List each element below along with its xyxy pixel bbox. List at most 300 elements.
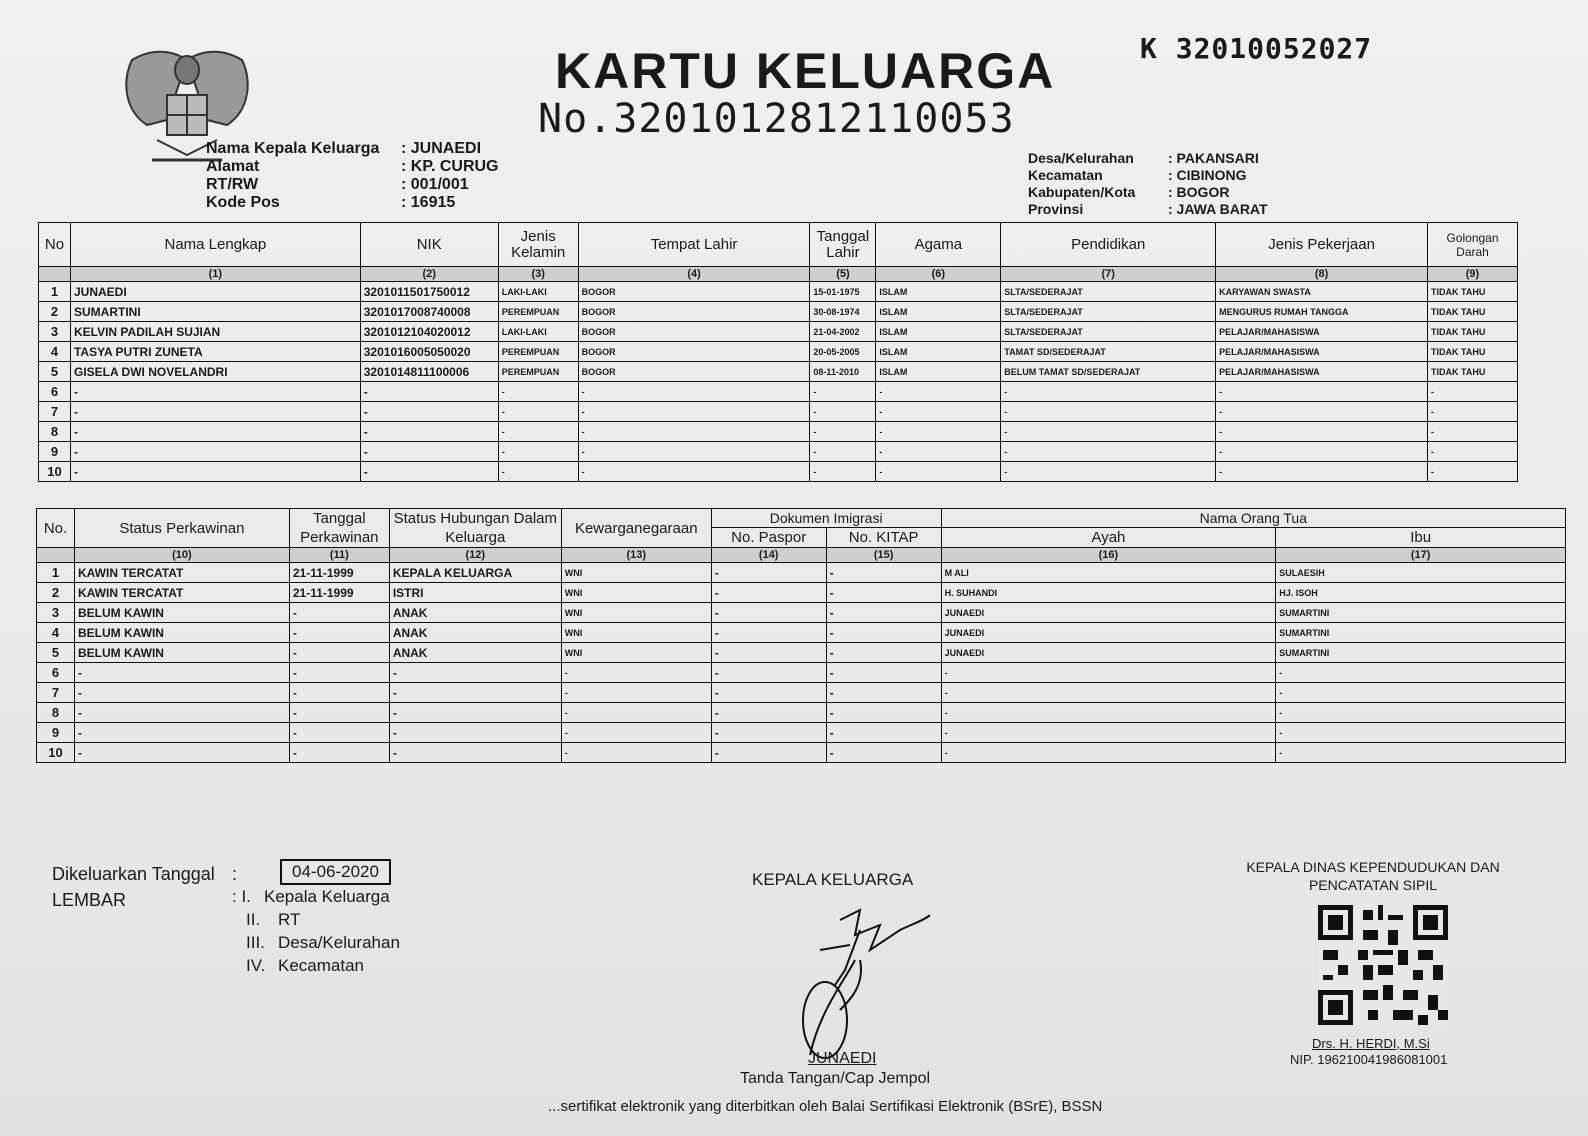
t2-header-ibu: Ibu (1276, 527, 1566, 547)
table-cell: - (1001, 462, 1216, 482)
table-cell: WNI (561, 563, 711, 583)
table-cell: - (74, 723, 289, 743)
family-members-table (38, 222, 1518, 482)
table-cell: - (876, 462, 1001, 482)
table1-colnum-row (39, 267, 1518, 282)
lembar-item (232, 954, 400, 977)
table-cell: ISLAM (876, 342, 1001, 362)
table-cell: - (941, 723, 1276, 743)
t2-header-no: No. (37, 509, 75, 548)
table-cell: - (578, 382, 810, 402)
table-cell: - (74, 663, 289, 683)
dinas-nip: NIP. 196210041986081001 (1290, 1052, 1448, 1067)
hdr-label-kodepos: Kode Pos (206, 194, 280, 211)
table-cell: 21-11-1999 (289, 583, 389, 603)
hdr-label-alamat: Alamat (206, 158, 260, 175)
table-cell: BELUM KAWIN (74, 623, 289, 643)
table-cell: - (1276, 743, 1566, 763)
table-cell: - (711, 603, 826, 623)
table-cell: - (360, 402, 498, 422)
t1-header: Golongan Darah (1428, 223, 1518, 267)
table-cell: 6 (39, 382, 71, 402)
hdr-label-rtrw: RT/RW (206, 176, 259, 193)
table-cell: PEREMPUAN (498, 362, 578, 382)
table-cell: ANAK (389, 623, 561, 643)
table-cell: BOGOR (578, 322, 810, 342)
table-row (39, 462, 1518, 482)
table-cell: - (711, 643, 826, 663)
table-cell: - (941, 703, 1276, 723)
lembar-text: Kepala Keluarga (264, 887, 390, 906)
family-status-table (36, 508, 1566, 763)
table-cell: BOGOR (578, 342, 810, 362)
table-row (37, 723, 1566, 743)
hdr-value-kecamatan: : CIBINONG (1168, 167, 1247, 183)
table-cell: LAKI-LAKI (498, 322, 578, 342)
table-cell: - (810, 422, 876, 442)
table-cell: - (498, 462, 578, 482)
hdr-value-kodepos: : 16915 (401, 194, 456, 211)
table-cell: - (389, 683, 561, 703)
hdr-value-rtrw: : 001/001 (401, 176, 469, 193)
hdr-label-provinsi: Provinsi (1028, 201, 1084, 217)
table-cell: ISLAM (876, 302, 1001, 322)
qr-code-icon (1318, 905, 1448, 1025)
table-cell: ISLAM (876, 322, 1001, 342)
table-cell: SLTA/SEDERAJAT (1001, 322, 1216, 342)
t2-header-nama-orang-tua: Nama Orang Tua (941, 509, 1565, 528)
table-cell: - (711, 703, 826, 723)
t1-header: Tanggal Lahir (810, 223, 876, 267)
table-cell: - (70, 462, 360, 482)
table-cell: - (711, 683, 826, 703)
t1-colnum: (8) (1216, 267, 1428, 282)
dinas-line-2: PENCATATAN SIPIL (1308, 877, 1438, 893)
table-cell: ISLAM (876, 282, 1001, 302)
signature-icon (760, 890, 960, 1060)
t1-colnum: (1) (70, 267, 360, 282)
table-cell: 08-11-2010 (810, 362, 876, 382)
issued-label: Dikeluarkan Tanggal (52, 864, 215, 884)
table-row (39, 402, 1518, 422)
table-cell: - (1276, 703, 1566, 723)
t1-header: Nama Lengkap (70, 223, 360, 267)
lembar-roman: : I. (232, 887, 251, 906)
table-cell: HJ. ISOH (1276, 583, 1566, 603)
table-cell: SUMARTINI (1276, 603, 1566, 623)
table-cell: - (1216, 462, 1428, 482)
table-cell: - (810, 382, 876, 402)
table-cell: - (498, 382, 578, 402)
t2-colnum: (16) (941, 548, 1276, 563)
t2-colnum: (17) (1276, 548, 1566, 563)
bsre-note: ...sertifikat elektronik yang diterbitkan oleh Balai Sertifikasi Elektronik (BSrE), BSSN (548, 1098, 1103, 1115)
table-cell: 4 (39, 342, 71, 362)
table-cell: 3201017008740008 (360, 302, 498, 322)
table-cell: - (561, 743, 711, 763)
table-cell: - (1001, 442, 1216, 462)
table-row (37, 683, 1566, 703)
table-cell: BOGOR (578, 362, 810, 382)
table-cell: 21-11-1999 (289, 563, 389, 583)
t1-header: Agama (876, 223, 1001, 267)
lembar-text: RT (278, 910, 301, 929)
table-cell: - (389, 703, 561, 723)
dinas-title (1228, 858, 1518, 894)
table2-colnum-row (37, 548, 1566, 563)
table-row (39, 342, 1518, 362)
table-cell: - (941, 663, 1276, 683)
table-cell: 10 (39, 462, 71, 482)
hdr-label-kecamatan: Kecamatan (1028, 167, 1103, 183)
dinas-line-1: KEPALA DINAS KEPENDUDUKAN DAN (1246, 859, 1500, 875)
table-cell: TIDAK TAHU (1428, 342, 1518, 362)
table-cell: 8 (39, 422, 71, 442)
lembar-text: Desa/Kelurahan (278, 933, 400, 952)
kk-number: No.3201012812110053 (538, 96, 1015, 142)
table-cell: 6 (37, 663, 75, 683)
lembar-item (232, 908, 400, 931)
table-cell: - (578, 402, 810, 422)
table-cell: - (1428, 382, 1518, 402)
table-cell: WNI (561, 623, 711, 643)
table-cell: - (1276, 723, 1566, 743)
table-cell: - (360, 382, 498, 402)
table-cell: - (810, 462, 876, 482)
table-cell: - (711, 723, 826, 743)
table-cell: - (810, 402, 876, 422)
table-cell: WNI (561, 643, 711, 663)
table-cell: - (1001, 382, 1216, 402)
table-cell: - (1216, 422, 1428, 442)
table-cell: ISLAM (876, 362, 1001, 382)
dinas-name: Drs. H. HERDI, M.Si (1312, 1036, 1430, 1051)
table-cell: PEREMPUAN (498, 342, 578, 362)
header-right (1028, 150, 1268, 218)
hdr-value-provinsi: : JAWA BARAT (1168, 201, 1268, 217)
table-cell: - (1216, 442, 1428, 462)
table-cell: - (826, 603, 941, 623)
table-cell: - (826, 563, 941, 583)
hdr-label-kabupaten: Kabupaten/Kota (1028, 184, 1136, 200)
table-cell: - (826, 723, 941, 743)
table-cell: BOGOR (578, 302, 810, 322)
table-row (39, 382, 1518, 402)
table-cell: BELUM KAWIN (74, 603, 289, 623)
table-cell: SULAESIH (1276, 563, 1566, 583)
table-cell: 3 (39, 322, 71, 342)
table-cell: - (711, 623, 826, 643)
lembar-label: LEMBAR (52, 890, 127, 910)
table-cell: ANAK (389, 643, 561, 663)
table-cell: JUNAEDI (70, 282, 360, 302)
table-cell: - (826, 643, 941, 663)
table-cell: LAKI-LAKI (498, 282, 578, 302)
table-cell: - (289, 703, 389, 723)
table-cell: ISTRI (389, 583, 561, 603)
table-row (39, 302, 1518, 322)
t2-header-dokumen-imigrasi: Dokumen Imigrasi (711, 509, 941, 528)
lembar-text: Kecamatan (278, 956, 364, 975)
lembar-roman: III. (246, 933, 265, 952)
hdr-value-desa: : PAKANSARI (1168, 150, 1259, 166)
table-cell: - (1428, 422, 1518, 442)
t2-header-status-perkawinan: Status Perkawinan (74, 509, 289, 548)
table-cell: TASYA PUTRI ZUNETA (70, 342, 360, 362)
table-cell: - (74, 743, 289, 763)
table-cell: - (389, 743, 561, 763)
table-cell: - (1216, 402, 1428, 422)
table-cell: - (289, 683, 389, 703)
table-cell: - (826, 683, 941, 703)
table-row (37, 663, 1566, 683)
table-row (39, 442, 1518, 462)
lembar-item (232, 885, 400, 908)
table-cell: ANAK (389, 603, 561, 623)
table-cell: GISELA DWI NOVELANDRI (70, 362, 360, 382)
table-cell: MENGURUS RUMAH TANGGA (1216, 302, 1428, 322)
table-cell: 10 (37, 743, 75, 763)
t2-header-no-kitap: No. KITAP (826, 527, 941, 547)
table-cell: - (876, 422, 1001, 442)
table-cell: PELAJAR/MAHASISWA (1216, 322, 1428, 342)
t2-colnum: (15) (826, 548, 941, 563)
hdr-label-kepala: Nama Kepala Keluarga (206, 140, 380, 157)
table-cell: - (810, 442, 876, 462)
table-cell: TIDAK TAHU (1428, 302, 1518, 322)
t2-colnum: (11) (289, 548, 389, 563)
table-cell: - (578, 462, 810, 482)
table-cell: - (1216, 382, 1428, 402)
table-cell: 15-01-1975 (810, 282, 876, 302)
table-cell: 7 (39, 402, 71, 422)
table-cell: - (578, 442, 810, 462)
table-cell: - (561, 663, 711, 683)
t2-header-no-paspor: No. Paspor (711, 527, 826, 547)
table-cell: - (826, 743, 941, 763)
table-cell: - (941, 743, 1276, 763)
table-cell: - (360, 442, 498, 462)
t1-colnum: (3) (498, 267, 578, 282)
table2-header-row-1 (37, 509, 1566, 528)
table-cell: - (711, 563, 826, 583)
table-cell: - (70, 382, 360, 402)
table-cell: - (561, 683, 711, 703)
table-cell: - (1428, 462, 1518, 482)
table-cell: - (74, 683, 289, 703)
table-cell: WNI (561, 583, 711, 603)
table-cell: - (498, 442, 578, 462)
table-cell: TAMAT SD/SEDERAJAT (1001, 342, 1216, 362)
k-code: K 32010052027 (1140, 32, 1373, 65)
table-cell: - (289, 743, 389, 763)
table-cell: - (711, 663, 826, 683)
table-cell: 3201016005050020 (360, 342, 498, 362)
table-cell: TIDAK TAHU (1428, 362, 1518, 382)
table-cell: TIDAK TAHU (1428, 282, 1518, 302)
table-cell: BELUM KAWIN (74, 643, 289, 663)
table-cell: - (389, 723, 561, 743)
issued-date: 04-06-2020 (280, 859, 391, 885)
t1-colnum: (2) (360, 267, 498, 282)
table-cell: TIDAK TAHU (1428, 322, 1518, 342)
table-cell: - (1001, 402, 1216, 422)
table-cell: - (70, 402, 360, 422)
table-cell: SLTA/SEDERAJAT (1001, 302, 1216, 322)
table-cell: - (289, 643, 389, 663)
table-cell: - (826, 663, 941, 683)
table-cell: BOGOR (578, 282, 810, 302)
table-cell: - (876, 402, 1001, 422)
table-row (37, 703, 1566, 723)
table-cell: 1 (37, 563, 75, 583)
header-left (206, 140, 499, 212)
issued-colon: : (232, 864, 238, 884)
table1-header-row (39, 223, 1518, 267)
table-cell: PELAJAR/MAHASISWA (1216, 342, 1428, 362)
table-cell: SUMARTINI (70, 302, 360, 322)
t1-header: Jenis Kelamin (498, 223, 578, 267)
table-cell: M ALI (941, 563, 1276, 583)
table-cell: JUNAEDI (941, 603, 1276, 623)
t2-colnum: (13) (561, 548, 711, 563)
t2-header-kewarganegaraan: Kewarganegaraan (561, 509, 711, 548)
table-cell: KELVIN PADILAH SUJIAN (70, 322, 360, 342)
hdr-value-kepala: : JUNAEDI (401, 140, 482, 157)
lembar-roman: II. (246, 910, 261, 929)
table-cell: - (1276, 663, 1566, 683)
table-cell: - (1276, 683, 1566, 703)
table-cell: - (289, 623, 389, 643)
table-cell: - (711, 743, 826, 763)
t2-header-ayah: Ayah (941, 527, 1276, 547)
table-cell: - (498, 422, 578, 442)
table-cell: JUNAEDI (941, 643, 1276, 663)
t2-header-status-hubungan: Status Hubungan Dalam Keluarga (389, 509, 561, 548)
table-cell: - (1428, 442, 1518, 462)
table-cell: - (360, 462, 498, 482)
table-cell: 5 (39, 362, 71, 382)
lembar-item (232, 931, 400, 954)
table-cell: 3201012104020012 (360, 322, 498, 342)
table-cell: 3201014811100006 (360, 362, 498, 382)
t1-colnum: (5) (810, 267, 876, 282)
table-row (39, 422, 1518, 442)
table-cell: PEREMPUAN (498, 302, 578, 322)
table-cell: - (389, 663, 561, 683)
lembar-roman: IV. (246, 956, 266, 975)
t1-header: No (39, 223, 71, 267)
table-cell: - (289, 663, 389, 683)
table-cell: 3 (37, 603, 75, 623)
table-cell: 2 (39, 302, 71, 322)
table-cell: - (941, 683, 1276, 703)
table-cell: JUNAEDI (941, 623, 1276, 643)
table-cell: - (826, 583, 941, 603)
hdr-value-kabupaten: : BOGOR (1168, 184, 1230, 200)
table-row (39, 362, 1518, 382)
t2-header-tanggal-perkawinan: Tanggal Perkawinan (289, 509, 389, 548)
table-cell: SLTA/SEDERAJAT (1001, 282, 1216, 302)
table-cell: - (1428, 402, 1518, 422)
lembar-list (232, 885, 400, 977)
hdr-value-alamat: : KP. CURUG (401, 158, 499, 175)
t2-colnum (37, 548, 75, 563)
table-cell: - (70, 422, 360, 442)
hdr-label-desa: Desa/Kelurahan (1028, 150, 1134, 166)
t1-header: Pendidikan (1001, 223, 1216, 267)
table-cell: - (289, 723, 389, 743)
table-cell: - (876, 382, 1001, 402)
kepala-keluarga-label: KEPALA KELUARGA (752, 870, 914, 889)
t1-colnum: (6) (876, 267, 1001, 282)
signature-caption: Tanda Tangan/Cap Jempol (740, 1070, 931, 1087)
t1-colnum: (7) (1001, 267, 1216, 282)
table-cell: - (578, 422, 810, 442)
table-cell: SUMARTINI (1276, 643, 1566, 663)
t1-header: Jenis Pekerjaan (1216, 223, 1428, 267)
table-cell: 1 (39, 282, 71, 302)
table-row (37, 603, 1566, 623)
t1-header: Tempat Lahir (578, 223, 810, 267)
t2-colnum: (14) (711, 548, 826, 563)
table-cell: 9 (37, 723, 75, 743)
table-cell: SUMARTINI (1276, 623, 1566, 643)
table-cell: - (360, 422, 498, 442)
table-cell: H. SUHANDI (941, 583, 1276, 603)
kepala-keluarga-name: JUNAEDI (808, 1050, 877, 1067)
table-cell: - (1001, 422, 1216, 442)
table-cell: - (561, 723, 711, 743)
table-cell: KEPALA KELUARGA (389, 563, 561, 583)
table-cell: WNI (561, 603, 711, 623)
t1-header: NIK (360, 223, 498, 267)
table-cell: 3201011501750012 (360, 282, 498, 302)
document-title: KARTU KELUARGA (555, 43, 1056, 99)
table-row (39, 282, 1518, 302)
table-cell: 8 (37, 703, 75, 723)
t1-colnum: (4) (578, 267, 810, 282)
table-cell: - (826, 623, 941, 643)
table-cell: KARYAWAN SWASTA (1216, 282, 1428, 302)
t2-colnum: (10) (74, 548, 289, 563)
table-cell: - (826, 703, 941, 723)
table-cell: - (876, 442, 1001, 462)
table-row (37, 643, 1566, 663)
table-cell: - (561, 703, 711, 723)
table-cell: 2 (37, 583, 75, 603)
table-cell: 4 (37, 623, 75, 643)
table-cell: 21-04-2002 (810, 322, 876, 342)
table-cell: 5 (37, 643, 75, 663)
table-cell: 9 (39, 442, 71, 462)
table-cell: 30-08-1974 (810, 302, 876, 322)
t1-colnum (39, 267, 71, 282)
table-cell: - (711, 583, 826, 603)
table-row (39, 322, 1518, 342)
table-cell: KAWIN TERCATAT (74, 563, 289, 583)
table-cell: - (70, 442, 360, 462)
table-cell: 20-05-2005 (810, 342, 876, 362)
t1-colnum: (9) (1428, 267, 1518, 282)
table-cell: - (289, 603, 389, 623)
table-cell: KAWIN TERCATAT (74, 583, 289, 603)
table-cell: PELAJAR/MAHASISWA (1216, 362, 1428, 382)
table-cell: - (74, 703, 289, 723)
table-cell: - (498, 402, 578, 422)
table-row (37, 563, 1566, 583)
table-row (37, 583, 1566, 603)
